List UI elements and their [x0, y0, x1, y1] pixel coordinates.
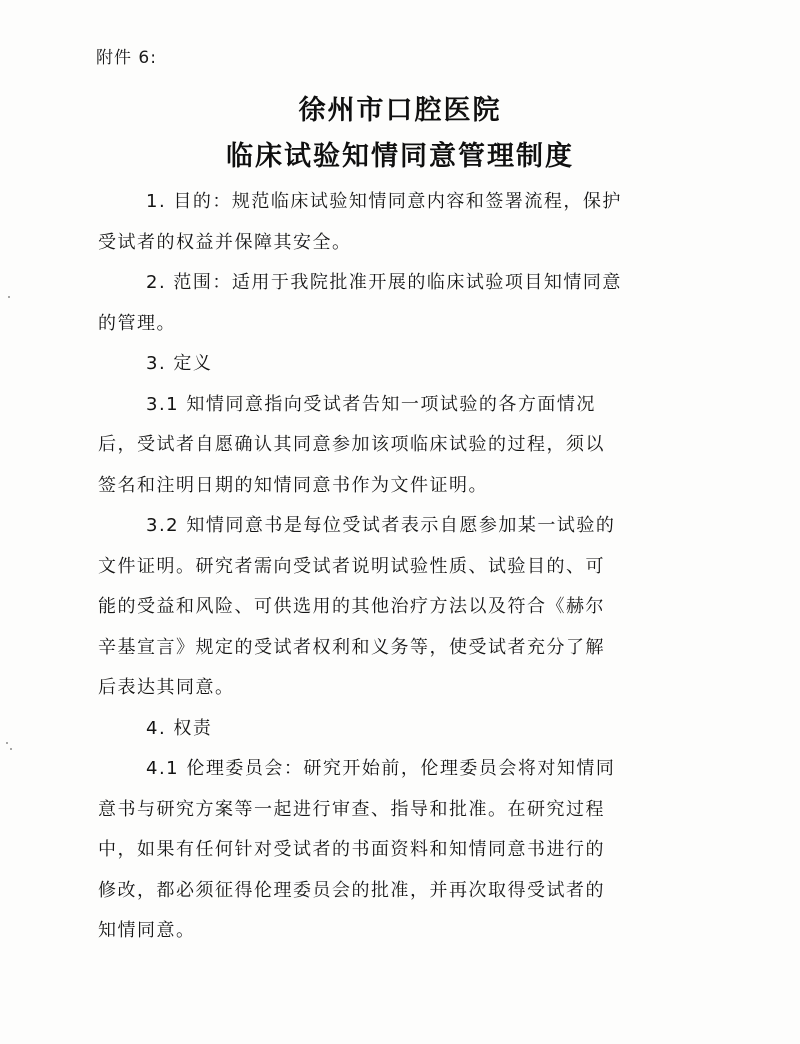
section-definition-3-2	[98, 506, 698, 709]
text-line: 受试者的权益并保障其安全。	[98, 231, 352, 253]
text-line: 后表达其同意。	[98, 677, 235, 698]
text-line: 修改，都必须征得伦理委员会的批准，并再次取得受试者的	[98, 879, 605, 901]
text-line: 3.1 知情同意指向受试者告知一项试验的各方面情况	[146, 393, 596, 415]
section-definition-heading	[98, 344, 698, 385]
text-line: 的管理。	[98, 312, 176, 334]
scan-speck	[6, 742, 8, 744]
section-scope	[98, 263, 698, 344]
section-responsibility-heading	[98, 709, 698, 750]
text-line: 后，受试者自愿确认其同意参加该项临床试验的过程，须以	[98, 434, 605, 455]
text-line: 意书与研究方案等一起进行审查、指导和批准。在研究过程	[98, 798, 605, 820]
text-line: 辛基宣言》规定的受试者权利和义务等，使受试者充分了解	[98, 636, 605, 658]
document-title-policy: 临床试验知情同意管理制度	[226, 141, 574, 172]
text-line: 3.2 知情同意书是每位受试者表示自愿参加某一试验的	[146, 515, 616, 536]
document-title-hospital: 徐州市口腔医院	[298, 95, 502, 126]
text-line: 中，如果有任何针对受试者的书面资料和知情同意书进行的	[98, 839, 605, 860]
text-line: 2. 范围：适用于我院批准开展的临床试验项目知情同意	[146, 272, 622, 293]
text-line: 4.1 伦理委员会：研究开始前，伦理委员会将对知情同	[146, 758, 616, 779]
text-line: 签名和注明日期的知情同意书作为文件证明。	[98, 474, 488, 496]
attachment-label: 附件 6:	[96, 48, 157, 68]
text-line: 1. 目的：规范临床试验知情同意内容和签署流程，保护	[146, 191, 622, 212]
document-body	[98, 182, 698, 952]
section-definition-3-1	[98, 385, 698, 507]
section-responsibility-4-1	[98, 749, 698, 952]
text-line: 知情同意。	[98, 920, 196, 941]
section-heading: 4. 权责	[146, 717, 213, 739]
text-line: 能的受益和风险、可供选用的其他治疗方法以及符合《赫尔	[98, 596, 605, 617]
scan-speck	[10, 748, 12, 750]
scan-speck	[8, 296, 10, 298]
section-purpose	[98, 182, 698, 263]
text-line: 文件证明。研究者需向受试者说明试验性质、试验目的、可	[98, 555, 605, 577]
section-heading: 3. 定义	[146, 353, 213, 374]
